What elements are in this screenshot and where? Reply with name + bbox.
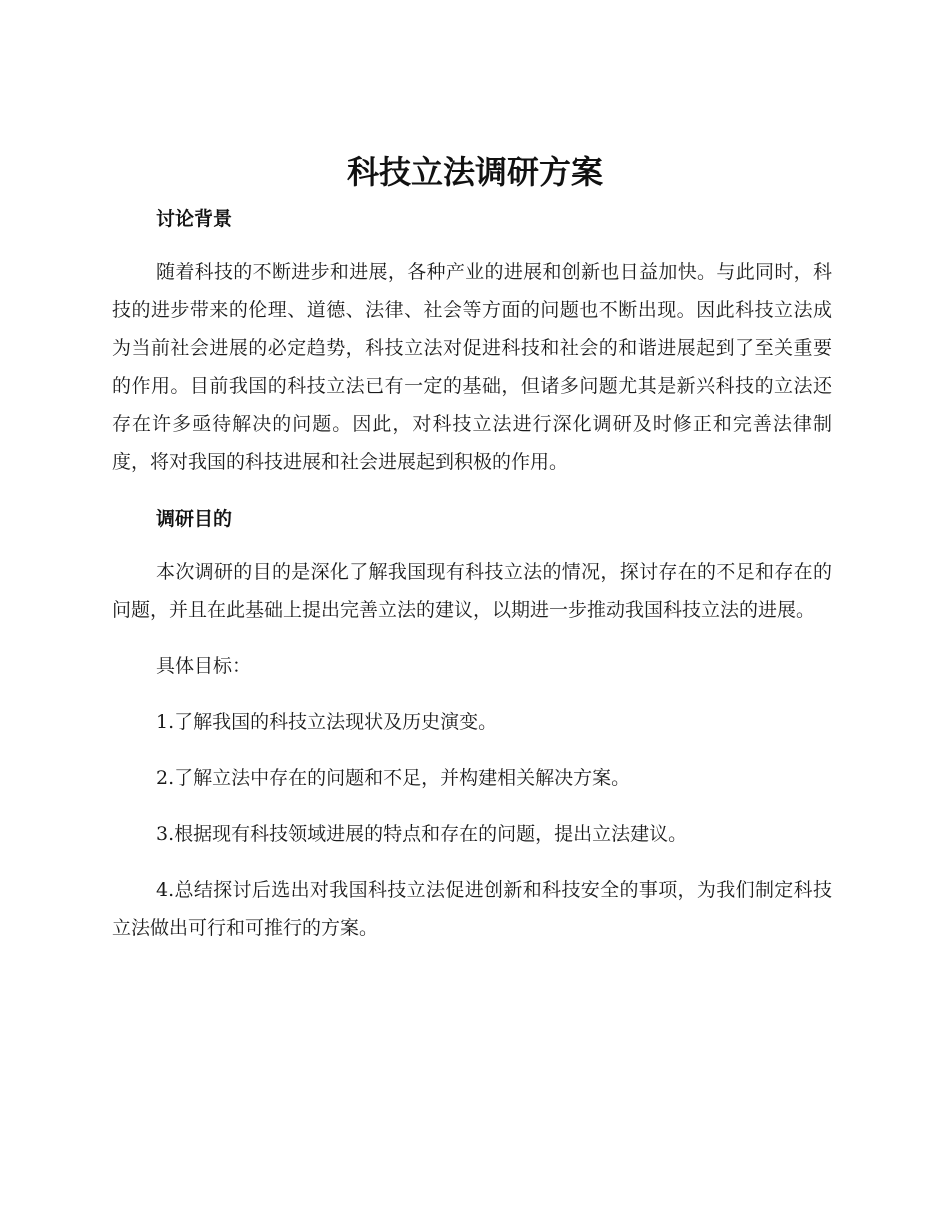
purpose-paragraph: 本次调研的目的是深化了解我国现有科技立法的情况，探讨存在的不足和存在的问题，并且在此基础上提出完善立法的建议，以期进一步推动我国科技立法的进展。 — [112, 561, 832, 621]
goals-intro: 具体目标： — [156, 655, 252, 677]
document-body — [112, 203, 832, 947]
section-heading-background: 讨论背景 — [156, 208, 233, 230]
section-heading-purpose: 调研目的 — [156, 508, 233, 530]
goal-item-3: 3.根据现有科技领域进展的特点和存在的问题，提出立法建议。 — [156, 823, 688, 845]
document-title: 科技立法调研方案 — [346, 153, 603, 191]
goal-item-2: 2.了解立法中存在的问题和不足，并构建相关解决方案。 — [156, 767, 631, 789]
background-paragraph: 随着科技的不断进步和进展，各种产业的进展和创新也日益加快。与此同时，科技的进步带来的伦理、道德、法律、社会等方面的问题也不断出现。因此科技立法成为当前社会进展的必定趋势，科技立法对促进科技和社会的和谐进展起到了至关重要的作用。目前我国的科技立法已有一定的基础，但诸多问题尤其是新兴科技的立法还存在许多亟待解决的问题。因此，对科技立法进行深化调研及时修正和完善法律制度，将对我国的科技进展和社会进展起到积极的作用。 — [112, 261, 832, 473]
goal-item-1: 1.了解我国的科技立法现状及历史演变。 — [156, 711, 498, 733]
goal-item-4: 4.总结探讨后选出对我国科技立法促进创新和科技安全的事项，为我们制定科技立法做出可行和可推行的方案。 — [112, 879, 832, 939]
